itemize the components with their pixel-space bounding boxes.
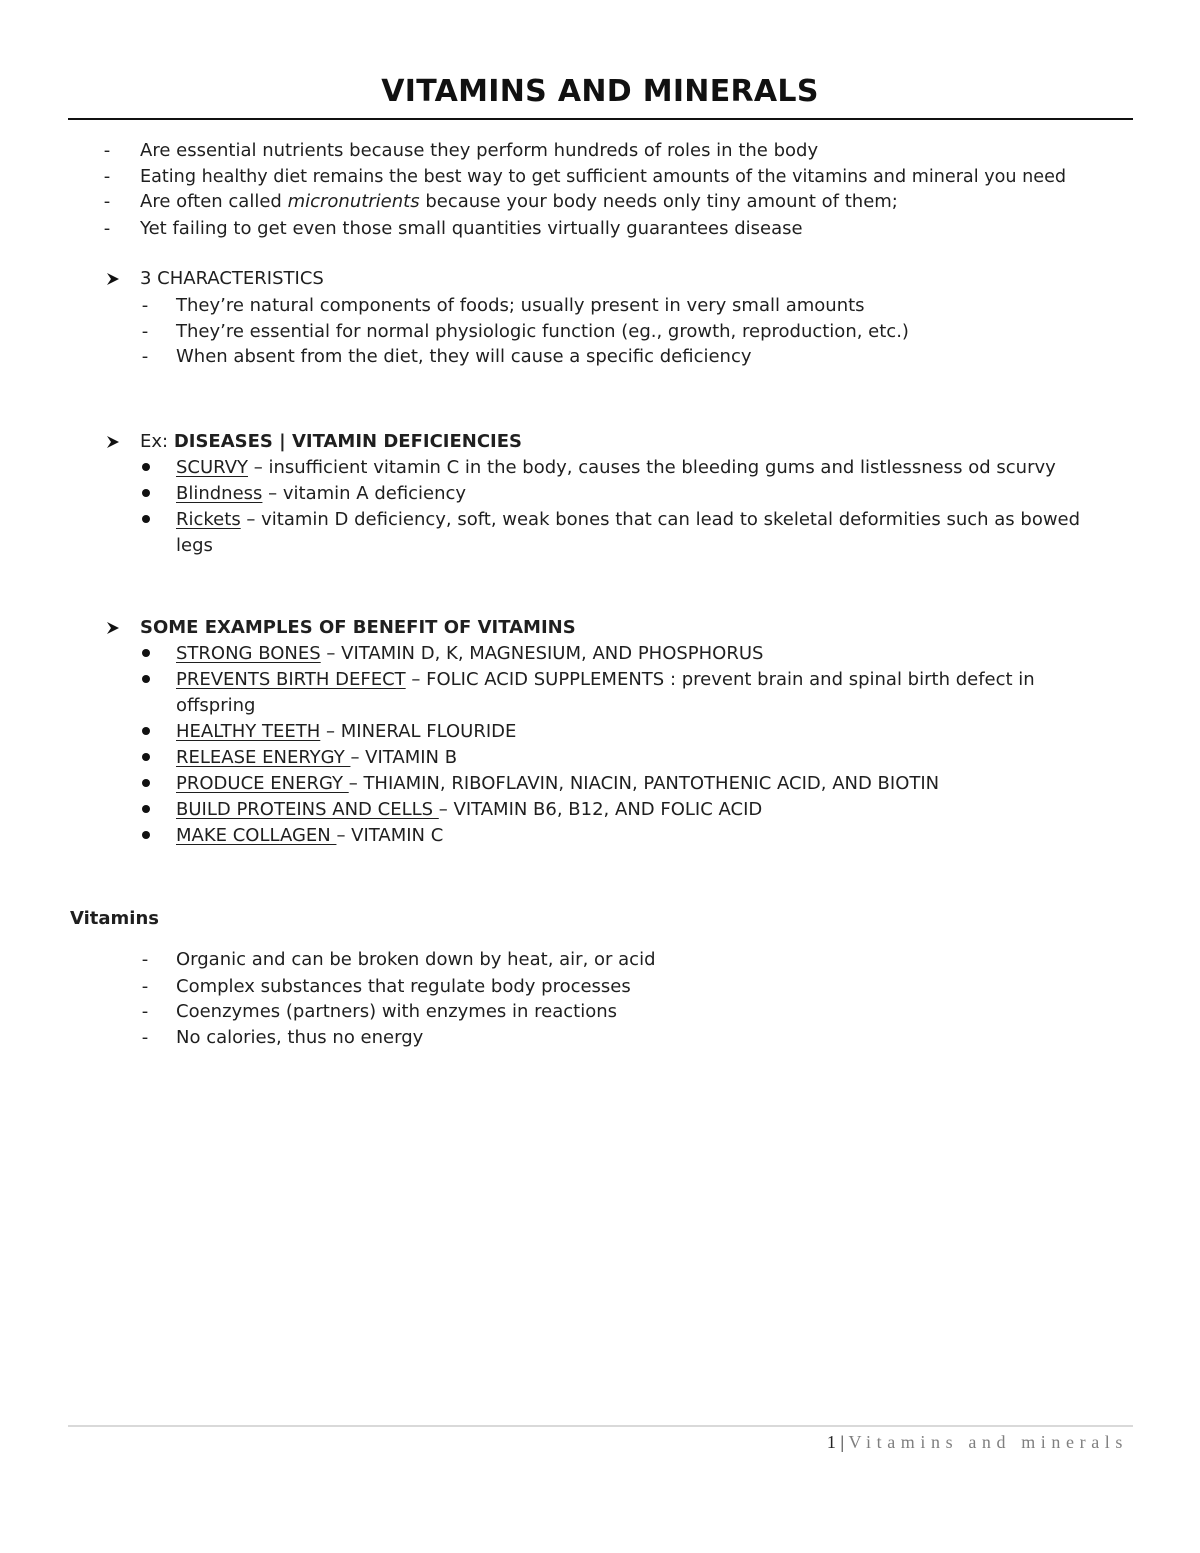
round-bullet-icon xyxy=(142,515,150,523)
document-page: VITAMINS AND MINERALS - Are essential nutrients because they perform hundreds of roles in the body - Eating healthy diet remains the best way to get sufficient amounts of the vitamins and mineral you need - Are often called micronutrients because your body needs only tiny amount of them; - Yet failing to get even those small quantities virtually guarantees disease 3 CHARACTERISTICS - They’re natural components of foods; usually present in very small amounts - They’re essential for normal physiologic function (eg., growth, reproduction, etc.) - When absent from the diet, they will cause a specific deficiency Ex: DISEASES | VITAMIN DEFICIENCIES SCURVY – insufficient vitamin C in the body, causes the bleeding gums and listlessness od scurvy Blindness – vitamin A deficiency Rickets – vitamin D deficiency, soft, weak bones that can lead to skeletal deformities such as bowed legs SOME EXAMPLES OF BENEFIT OF VITAMINS STRONG BONES – VITAMIN D, K, MAGNESIUM, AND PHOSPHORUS PREVENTS BIRTH DEFECT – FOLIC ACID SUPPLEMENTS : prevent brain and spinal birth defect in offspring HEALTHY TEETH – MINERAL FLOURIDE RELEASE ENERYGY – VITAMIN B PRODUCE ENERGY – THIAMIN, RIBOFLAVIN, NIACIN, PANTOTHENIC ACID, AND BIOTIN BUILD PROTEINS AND CELLS – VITAMIN B6, B12, AND FOLIC ACID MAKE COLLAGEN – VITAMIN C Vitamins - Organic and can be broken down by heat, air, or acid - Complex substances that regulate body processes - Coenzymes (partners) with enzymes in reactions - No calories, thus no energy 1 | Vitamins and minerals xyxy=(0,0,1200,1553)
benefits-heading: SOME EXAMPLES OF BENEFIT OF VITAMINS xyxy=(140,617,576,638)
page-number: 1 xyxy=(826,1432,836,1452)
arrowhead-bullet-icon xyxy=(104,615,122,641)
footer-divider xyxy=(68,1425,1133,1427)
page-footer xyxy=(827,1432,1128,1453)
dash-bullet-icon: - xyxy=(141,321,149,342)
round-bullet-icon xyxy=(142,489,150,497)
round-bullet-icon xyxy=(142,779,150,787)
dash-bullet-icon: - xyxy=(103,191,111,212)
dash-bullet-icon: - xyxy=(141,346,149,367)
dash-bullet-icon: - xyxy=(141,976,149,997)
round-bullet-icon xyxy=(142,675,150,683)
dash-bullet-icon: - xyxy=(103,140,111,161)
round-bullet-icon xyxy=(142,805,150,813)
dash-bullet-icon: - xyxy=(141,1001,149,1022)
title-divider xyxy=(68,118,1133,120)
dash-bullet-icon: - xyxy=(141,1027,149,1048)
dash-bullet-icon: - xyxy=(141,295,149,316)
vitamins-heading: Vitamins xyxy=(70,908,159,929)
dash-bullet-icon: - xyxy=(103,218,111,239)
round-bullet-icon xyxy=(142,727,150,735)
arrowhead-bullet-icon xyxy=(104,429,122,455)
characteristics-heading: 3 CHARACTERISTICS xyxy=(140,268,324,289)
footer-section-title: Vitamins and minerals xyxy=(848,1432,1128,1452)
round-bullet-icon xyxy=(142,649,150,657)
page-title: VITAMINS AND MINERALS xyxy=(381,74,819,109)
dash-bullet-icon: - xyxy=(141,949,149,970)
arrowhead-bullet-icon xyxy=(104,266,122,292)
dash-bullet-icon: - xyxy=(103,166,111,187)
round-bullet-icon xyxy=(142,463,150,471)
footer-separator: | xyxy=(835,1432,849,1452)
round-bullet-icon xyxy=(142,753,150,761)
round-bullet-icon xyxy=(142,831,150,839)
diseases-heading: Ex: DISEASES | VITAMIN DEFICIENCIES xyxy=(140,431,523,452)
